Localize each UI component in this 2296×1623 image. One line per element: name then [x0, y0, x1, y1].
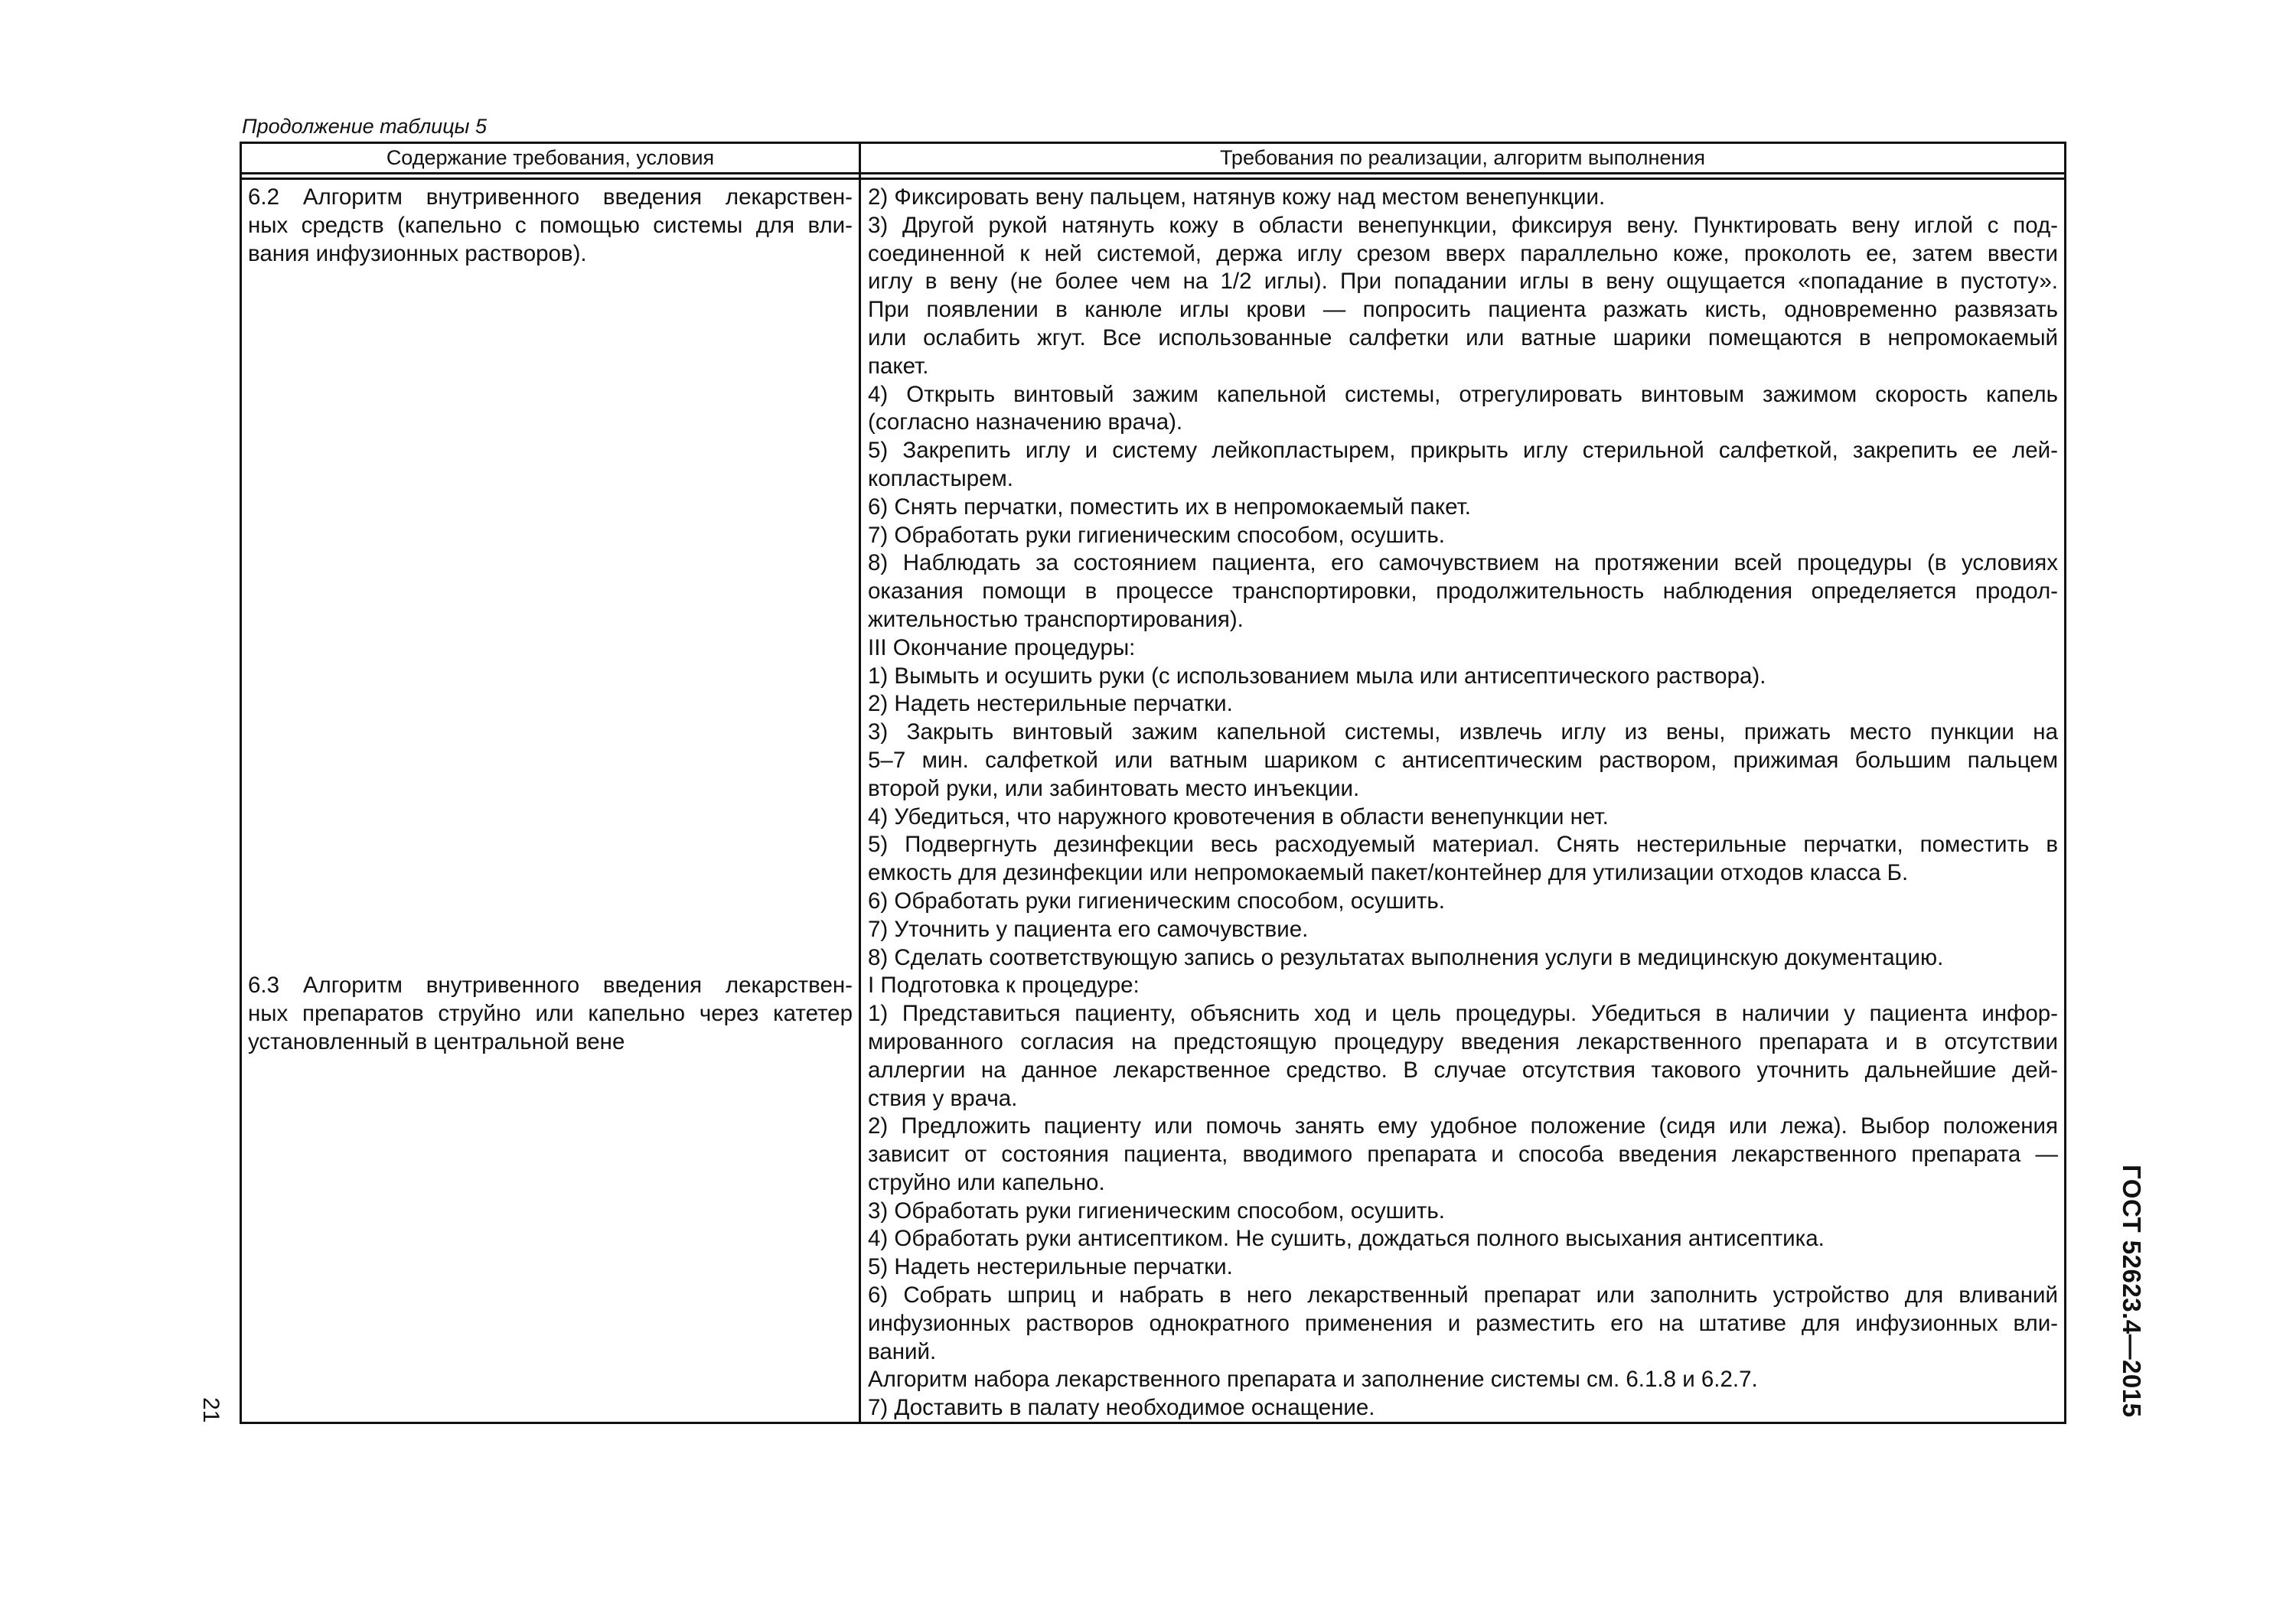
standard-designation-text: ГОСТ 52623.4—2015 [2118, 1165, 2146, 1418]
algorithm-step-line: 3) Обработать руки гигиеническим способом, осушить. [868, 1198, 1445, 1224]
algorithm-step-line: 5) Закрепить иглу и систему лейкопластырем, прикрыть иглу стерильной салфеткой, закрепить ее лей- [868, 438, 2058, 464]
algorithm-step [868, 663, 2058, 691]
algorithm-step [868, 549, 2058, 634]
algorithm-step [868, 972, 2058, 1000]
algorithm-step-line: 8) Наблюдать за состоянием пациента, его самочувствием на протяжении всей процедуры (в условиях [868, 550, 2058, 576]
algorithm-step [868, 1282, 2058, 1366]
algorithm-step [868, 1394, 2058, 1423]
requirement-item-line: 6.2 Алгоритм внутривенного введения лекарствен- [248, 184, 853, 210]
algorithm-step-line: 4) Открыть винтовый зажим капельной системы, отрегулировать винтовым зажимом скорость капель [868, 381, 2058, 407]
algorithm-step-line: 4) Убедиться, что наружного кровотечения в области венепункции нет. [868, 803, 1609, 829]
algorithm-step [868, 212, 2058, 381]
algorithm-step [868, 494, 2058, 522]
algorithm-step [868, 1198, 2058, 1226]
algorithm-step [868, 522, 2058, 550]
algorithm-step-line: ствия у врача. [868, 1085, 1018, 1111]
algorithm-step-line: иглу в вену (не более чем на 1/2 иглы). При попадании иглы в вену ощущается «попадание в пустоту». [868, 269, 2058, 295]
algorithm-step [868, 1253, 2058, 1282]
algorithm-step-line: струйно или капельно. [868, 1169, 1105, 1195]
algorithm-step [868, 437, 2058, 494]
algorithm-step-line: 1) Вымыть и осушить руки (с использованием мыла или антисептического раствора). [868, 663, 1766, 689]
column-divider [859, 144, 861, 1422]
algorithm-step [868, 1113, 2058, 1197]
algorithm-step [868, 719, 2058, 803]
algorithm-step-line: 4) Обработать руки антисептиком. Не сушить, дождаться полного высыхания антисептика. [868, 1226, 1825, 1252]
algorithm-step-line: 5) Надеть нестерильные перчатки. [868, 1254, 1233, 1280]
algorithm-step [868, 944, 2058, 973]
algorithm-step-line: 2) Надеть нестерильные перчатки. [868, 691, 1233, 717]
algorithm-step [868, 690, 2058, 719]
algorithm-step [868, 888, 2058, 916]
header-double-rule [242, 178, 2064, 180]
algorithm-step-line: емкость для дезинфекции или непромокаемый пакет/контейнер для утилизации отходов класса Б. [868, 860, 1909, 886]
algorithm-step-line: 3) Закрыть винтовый зажим капельной системы, извлечь иглу из вены, прижать место пункции на [868, 719, 2058, 745]
algorithm-step [868, 1225, 2058, 1253]
algorithm-step-line: 2) Фиксировать вену пальцем, натянув кожу над местом венепункции. [868, 184, 1606, 210]
algorithm-step-line: 6) Снять перчатки, поместить их в непромокаемый пакет. [868, 494, 1471, 520]
algorithm-step-line: 1) Представиться пациенту, объяснить ход и цель процедуры. Убедиться в наличии у пациента инфор- [868, 1001, 2058, 1027]
algorithm-step-line: Алгоритм набора лекарственного препарата и заполнение системы см. 6.1.8 и 6.2.7. [868, 1367, 1758, 1393]
requirement-item-line: 6.3 Алгоритм внутривенного введения лекарствен- [248, 973, 853, 999]
algorithm-step-line: 8) Сделать соответствующую запись о результатах выполнения услуги в медицинскую документацию. [868, 944, 1944, 970]
algorithm-step [868, 1000, 2058, 1113]
algorithm-step-line: жительностью транспортирования). [868, 606, 1244, 632]
algorithm-step-line: копластырем. [868, 465, 1013, 491]
algorithm-step-line: аллергии на данное лекарственное средство. В случае отсутствия такового уточнить дальнейшие дей- [868, 1057, 2058, 1083]
algorithm-step-line: 7) Обработать руки гигиеническим способом, осушить. [868, 522, 1445, 548]
algorithm-step-line: ваний. [868, 1338, 937, 1364]
algorithm-step-line: 5–7 мин. салфеткой или ватным шариком с антисептическим раствором, прижимая большим пальцем [868, 747, 2058, 773]
algorithm-step-line: второй руки, или забинтовать место инъекции. [868, 775, 1360, 801]
algorithm-step [868, 184, 2058, 212]
column-header-algorithm: Требования по реализации, алгоритм выполнения [1219, 146, 1706, 169]
algorithm-step-line: 6) Собрать шприц и набрать в него лекарственный препарат или заполнить устройство для вливаний [868, 1282, 2058, 1309]
requirements-table [240, 142, 2066, 1424]
column-header-conditions: Содержание требования, условия [386, 146, 715, 169]
algorithm-step-line: I Подготовка к процедуре: [868, 973, 1140, 999]
algorithm-step-line: 7) Уточнить у пациента его самочувствие. [868, 916, 1309, 942]
table-header-row [242, 144, 2064, 174]
requirement-item [248, 184, 853, 268]
standard-designation [2118, 1165, 2146, 1432]
algorithm-step-line: пакет. [868, 353, 929, 379]
algorithm-step-line: мированного согласия на предстоящую процедуру введения лекарственного препарата и в отсутствии [868, 1028, 2058, 1054]
algorithm-step [868, 916, 2058, 944]
algorithm-step-line: соединенной к ней системой, держа иглу срезом вверх параллельно коже, проколоть ее, затем ввести [868, 240, 2058, 266]
algorithm-step [868, 381, 2058, 438]
algorithm-column [868, 184, 2058, 1423]
algorithm-step [868, 831, 2058, 888]
algorithm-step-line: При появлении в канюле иглы крови — попросить пациента разжать кисть, одновременно развязать [868, 297, 2058, 323]
algorithm-step-line: 2) Предложить пациенту или помочь занять ему удобное положение (сидя или лежа). Выбор положения [868, 1113, 2058, 1139]
page-number [199, 1397, 222, 1428]
algorithm-step [868, 634, 2058, 663]
algorithm-step-line: 5) Подвергнуть дезинфекции весь расходуемый материал. Снять нестерильные перчатки, поместить в [868, 832, 2058, 858]
page-number-text: 21 [198, 1397, 223, 1423]
algorithm-step [868, 1366, 2058, 1394]
algorithm-step-line: III Окончание процедуры: [868, 634, 1136, 660]
algorithm-step-line: инфузионных растворов однократного применения и разместить его на штативе для инфузионных вли- [868, 1310, 2058, 1336]
algorithm-step-line: 6) Обработать руки гигиеническим способом, осушить. [868, 888, 1445, 914]
requirement-item-line: вания инфузионных растворов). [248, 240, 587, 266]
requirement-item-line: ных препаратов струйно или капельно через катетер [248, 1001, 853, 1027]
requirement-item [248, 972, 853, 1056]
algorithm-step-line: 7) Доставить в палату необходимое оснащение. [868, 1395, 1375, 1421]
algorithm-step-line: или ослабить жгут. Все использованные салфетки или ватные шарики помещаются в непромокаемый [868, 324, 2058, 350]
table-caption: Продолжение таблицы 5 [242, 115, 488, 138]
algorithm-step-line: зависит от состояния пациента, вводимого препарата и способа введения лекарственного препарата — [868, 1142, 2058, 1168]
requirement-item-line: установленный в центральной вене [248, 1028, 625, 1054]
algorithm-step-line: оказания помощи в процессе транспортировки, продолжительность наблюдения определяется продол- [868, 578, 2058, 605]
algorithm-step-line: 3) Другой рукой натянуть кожу в области венепункции, фиксируя вену. Пунктировать вену иглой с под- [868, 212, 2058, 238]
algorithm-step-line: (согласно назначению врача). [868, 409, 1183, 435]
algorithm-step [868, 803, 2058, 832]
requirement-item-line: ных средств (капельно с помощью системы для вли- [248, 212, 853, 238]
